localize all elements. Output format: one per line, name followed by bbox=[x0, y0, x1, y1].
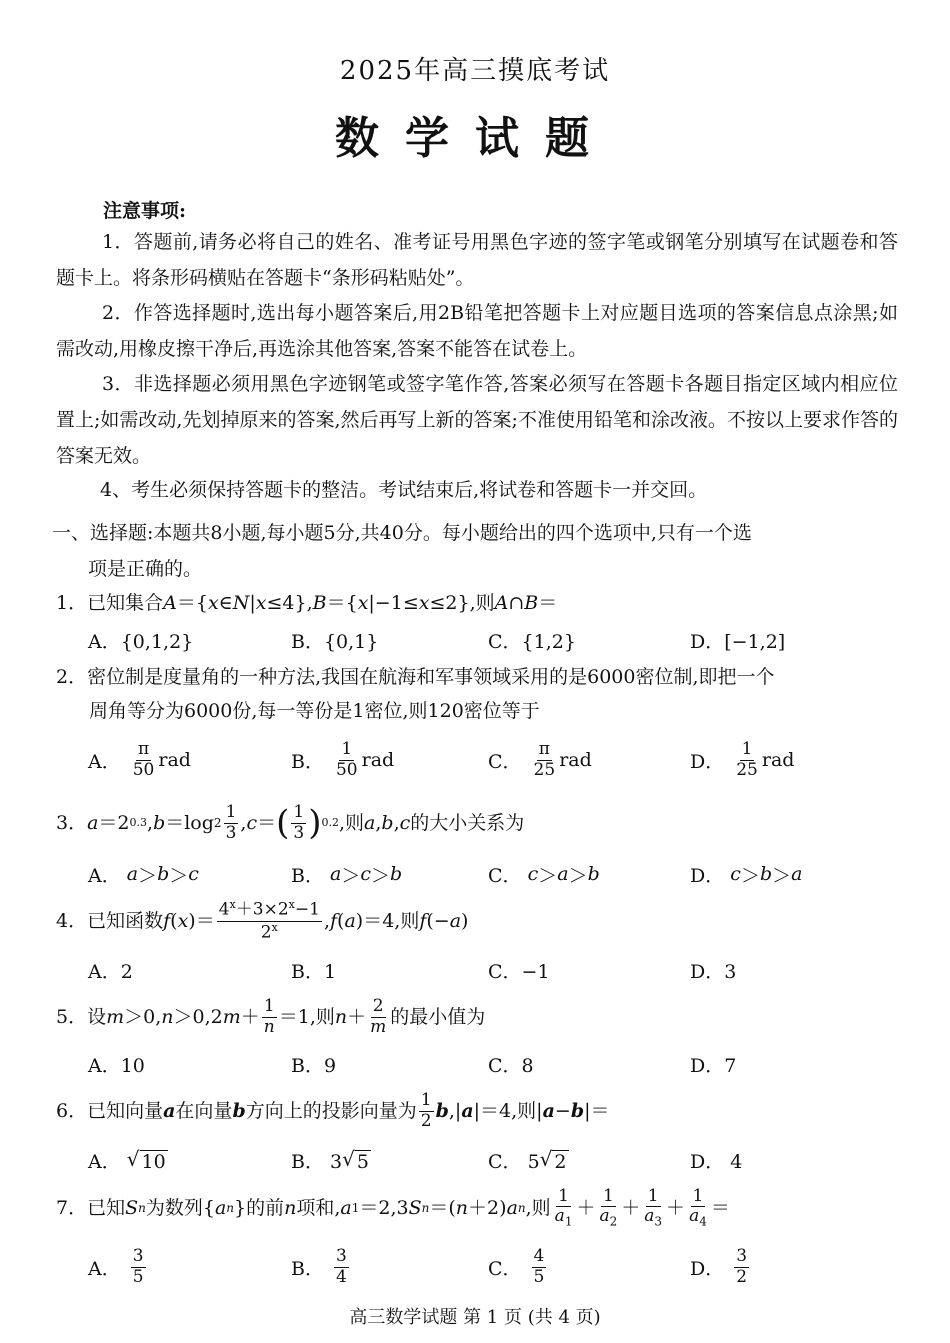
q3-option-c[interactable]: C． c ＞ a ＞ b bbox=[488, 863, 600, 887]
notice-item-1: 1．答题前,请务必将自己的姓名、准考证号用黑色字迹的签字笔或钢笔分别填写在试题卷和答题卡上。将条形码横贴在答题卡“条形码粘贴处”。 bbox=[56, 231, 898, 289]
q1-option-c[interactable]: C．{1,2} bbox=[488, 630, 576, 653]
q2-option-d[interactable]: D． $\frac{1}{25}$ rad bbox=[690, 738, 795, 780]
q5-option-b[interactable]: B．9 bbox=[291, 1054, 337, 1077]
question-3: 3． a ＝2 0.3 , b ＝log 2 $\frac{1}{3}$ , c ＝ ( $\frac{1}{3}$ ) 0.2 ,则 a , b , c 的大小关系为 bbox=[56, 801, 525, 843]
q5-option-c[interactable]: C．8 bbox=[488, 1054, 534, 1077]
q1-option-b[interactable]: B．{0,1} bbox=[291, 630, 379, 653]
q4-option-b[interactable]: B．1 bbox=[291, 960, 337, 983]
exam-title: 2025年高三摸底考试 bbox=[339, 56, 611, 86]
question-6: 6． 已知向量 a 在向量 b 方向上的投影向量为 $\frac{1}{2}$ b ,| a |＝4,则| a − b |＝ bbox=[56, 1089, 610, 1131]
q6-option-d[interactable]: D． 4 bbox=[690, 1150, 743, 1173]
q1-option-d[interactable]: D．[−1,2] bbox=[690, 630, 786, 653]
q3-option-b[interactable]: B． a ＞ c ＞ b bbox=[291, 863, 403, 887]
page-footer: 高三数学试题 第 1 页 (共 4 页) bbox=[349, 1307, 601, 1328]
question-4-options bbox=[88, 948, 888, 992]
q1-option-a[interactable]: A．{0,1,2} bbox=[88, 630, 194, 653]
question-5: 5． 设 m ＞0, n ＞0,2 m ＋ $\frac{1}{n}$ ＝1,则 n ＋ $\frac{2}{m}$ 的最小值为 bbox=[56, 995, 486, 1037]
notice-heading: 注意事项: bbox=[103, 200, 187, 222]
q6-option-c[interactable]: C． 5 √ 2 bbox=[488, 1147, 567, 1173]
q7-option-b[interactable]: B． $\frac{3}{4}$ bbox=[291, 1245, 347, 1287]
question-5-options bbox=[88, 1042, 888, 1086]
question-2-options bbox=[88, 735, 888, 785]
q4-option-a[interactable]: A．2 bbox=[88, 960, 133, 983]
q2-option-a[interactable]: A． $\frac{\pi}{50}$ rad bbox=[88, 738, 191, 780]
question-1-options bbox=[88, 618, 888, 662]
question-7: 7． 已知 S n 为数列{ a n }的前 n 项和, a 1 ＝2,3 S n ＝( n ＋2) a n ,则 $\frac{1}{a_1}$ ＋ $\frac{1}{a_2}$ ＋ $\frac{1}{a_3}$ ＋ $\frac{1}{a_4}$ ＝ bbox=[56, 1185, 730, 1229]
question-6-options bbox=[88, 1138, 888, 1182]
q6-option-a[interactable]: A． √ 10 bbox=[88, 1147, 166, 1173]
question-4: 4． 已知函数 f ( x )＝ $\frac{4^x+3\times 2^x-1}{2^x}$ , f ( a )＝4,则 f (− a ) bbox=[56, 898, 469, 943]
q3-option-a[interactable]: A． a ＞ b ＞ c bbox=[88, 863, 199, 887]
question-3-options bbox=[88, 852, 888, 896]
q5-option-a[interactable]: A．10 bbox=[88, 1054, 145, 1077]
q4-option-d[interactable]: D．3 bbox=[690, 960, 737, 983]
q5-option-d[interactable]: D．7 bbox=[690, 1054, 737, 1077]
q4-option-c[interactable]: C．−1 bbox=[488, 960, 550, 983]
question-2: 2．密位制是度量角的一种方法,我国在航海和军事领域采用的是6000密位制,即把一个 周角等分为6000份,每一等份是1密位,则120密位等于 bbox=[56, 666, 775, 722]
question-1: 1．已知集合A＝{x∈N|x≤4},B＝{x|−1≤x≤2},则A∩B＝ bbox=[56, 592, 558, 614]
notice-item-4: 4、考生必须保持答题卡的整洁。考试结束后,将试卷和答题卡一并交回。 bbox=[100, 479, 708, 501]
q6-option-b[interactable]: B． 3 √ 5 bbox=[291, 1147, 369, 1173]
q7-option-a[interactable]: A． $\frac{3}{5}$ bbox=[88, 1245, 144, 1287]
notice-item-3: 3．非选择题必须用黑色字迹钢笔或签字笔作答,答案必须写在答题卡各题目指定区域内相应位置上;如需改动,先划掉原来的答案,然后再写上新的答案;不准使用铅笔和涂改液。不按以上要求作答的答案无效。 bbox=[56, 373, 898, 467]
q3-option-d[interactable]: D． c ＞ b ＞ a bbox=[690, 863, 803, 887]
section-heading: 一、选择题:本题共8小题,每小题5分,共40分。每小题给出的四个选项中,只有一个选 项是正确的。 bbox=[52, 522, 752, 580]
q7-option-d[interactable]: D． $\frac{3}{2}$ bbox=[690, 1245, 748, 1287]
q2-option-b[interactable]: B． $\frac{1}{50}$ rad bbox=[291, 738, 395, 780]
notice-item-2: 2．作答选择题时,选出每小题答案后,用2B铅笔把答题卡上对应题目选项的答案信息点涂黑;如需改动,用橡皮擦干净后,再选涂其他答案,答案不能答在试卷上。 bbox=[56, 302, 898, 360]
question-7-options bbox=[88, 1242, 888, 1292]
subject-title: 数学试题 bbox=[335, 113, 615, 164]
q2-option-c[interactable]: C． $\frac{\pi}{25}$ rad bbox=[488, 738, 592, 780]
q7-option-c[interactable]: C． $\frac{4}{5}$ bbox=[488, 1245, 545, 1287]
